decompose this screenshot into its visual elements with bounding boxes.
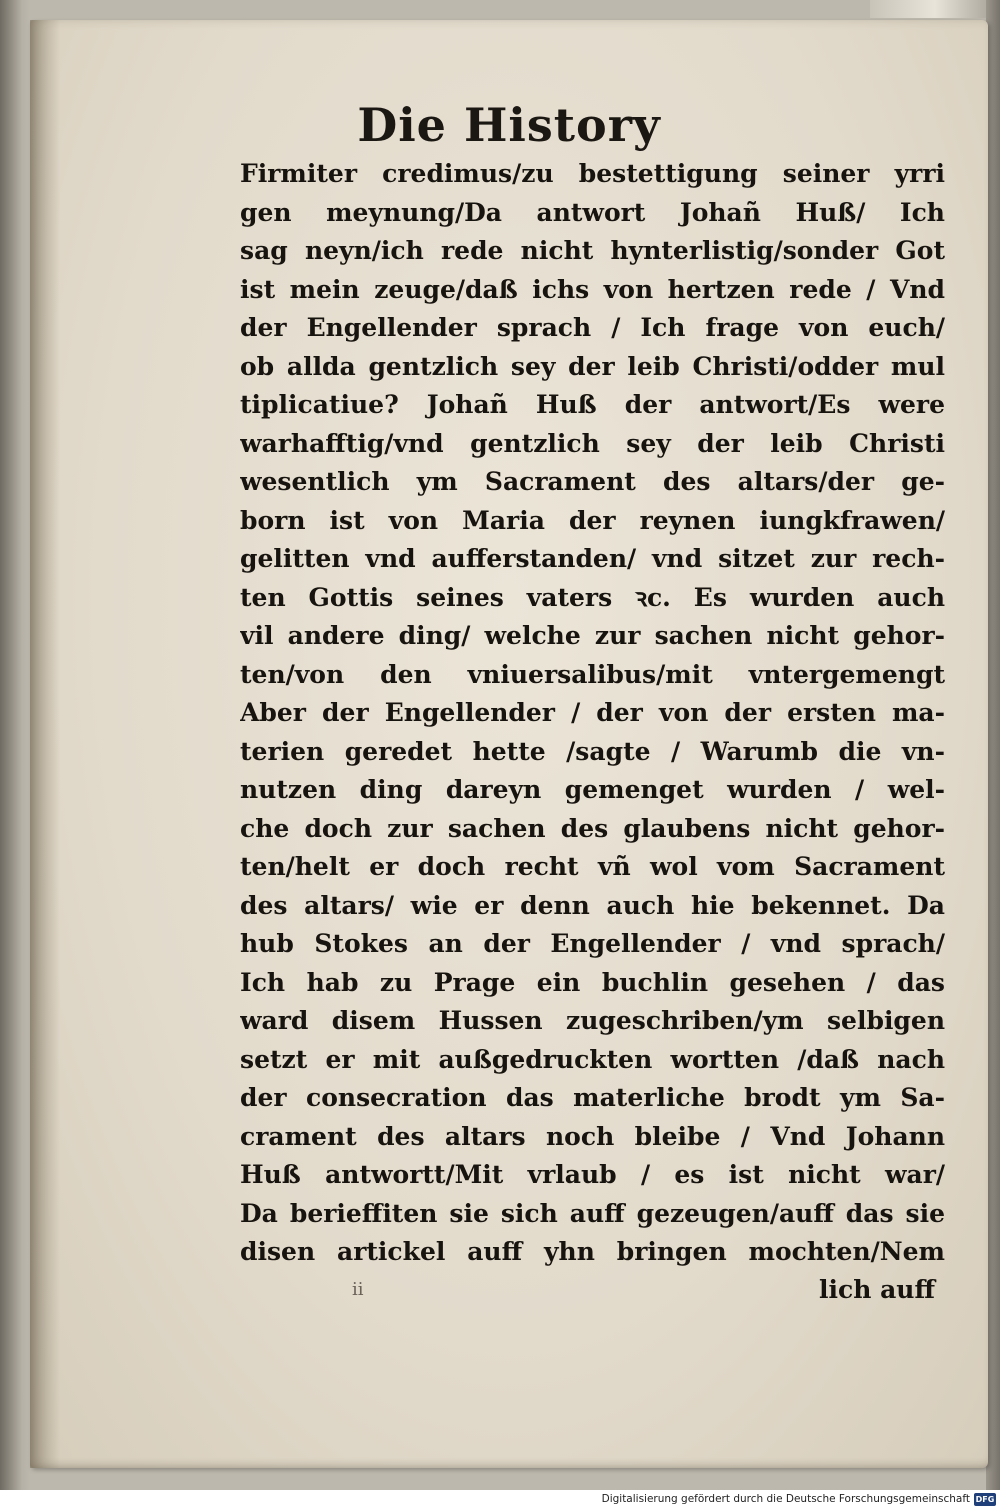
- text-line: warhafftig/vnd gentzlich sey der leib Christi: [240, 428, 945, 458]
- text-line: che doch zur sachen des glaubens nicht gehor-: [240, 813, 945, 843]
- dfg-logo: DFG: [975, 1495, 995, 1504]
- book-cover-edge: [986, 0, 1000, 1490]
- text-line: Huß antwortt/Mit vrlaub / es ist nicht war/: [240, 1160, 945, 1189]
- text-line: born ist von Maria der reynen iungkfrawen/: [240, 505, 945, 535]
- text-line: gen meynung/Da antwort Johañ Huß/ Ich: [240, 197, 945, 227]
- text-line: sag neyn/ich rede nicht hynterlistig/sonder Got: [240, 236, 945, 265]
- text-line: Firmiter credimus/zu bestettigung seiner yrri: [240, 159, 945, 188]
- text-line: terien geredet hette /sagte / Warumb die vn-: [240, 736, 945, 766]
- text-line: tiplicatiue? Johañ Huß der antwort/Es were: [240, 390, 945, 419]
- text-line: Aber der Engellender / der von der ersten ma-: [240, 698, 945, 727]
- text-line: hub Stokes an der Engellender / vnd sprach/: [240, 929, 945, 958]
- text-line: ward disem Hussen zugeschriben/ym selbigen: [240, 1006, 945, 1035]
- text-line: setzt er mit außgedruckten wortten /daß nach: [240, 1044, 945, 1074]
- page-gutter-shadow: [30, 20, 60, 1468]
- text-line: vil andere ding/ welche zur sachen nicht gehor-: [240, 621, 945, 650]
- text-line: disen artickel auff yhn bringen mochten/Nem: [240, 1237, 945, 1266]
- text-line: gelitten vnd aufferstanden/ vnd sitzet zur rech-: [240, 544, 945, 573]
- text-line: ten Gottis seines vaters ꝛc. Es wurden auch: [240, 582, 945, 612]
- text-line: Ich hab zu Prage ein buchlin gesehen / das: [240, 967, 945, 997]
- catchword: lich auff: [819, 1275, 935, 1304]
- text-line: der Engellender sprach / Ich frage von euch/: [240, 313, 945, 342]
- text-line: wesentlich ym Sacrament des altars/der ge-: [240, 467, 945, 496]
- text-line: Da berieffiten sie sich auff gezeugen/auff das sie: [240, 1198, 945, 1228]
- footer-credit: Digitalisierung gefördert durch die Deutsche Forschungsgemeinschaft: [601, 1493, 970, 1505]
- text-line: ist mein zeuge/daß ichs von hertzen rede / Vnd: [240, 274, 945, 304]
- digitization-footer: [0, 1490, 1000, 1511]
- text-line: crament des altars noch bleibe / Vnd Johann: [240, 1121, 945, 1151]
- body-text: [240, 155, 945, 1272]
- text-line: nutzen ding dareyn gemenget wurden / wel-: [240, 775, 945, 804]
- text-line: ten/von den vniuersalibus/mit vntergemengt: [240, 659, 945, 689]
- scan-top-edge: [870, 0, 1000, 18]
- page-foot-line: [240, 1275, 945, 1315]
- text-line: der consecration das materliche brodt ym Sa-: [240, 1083, 945, 1112]
- text-line: des altars/ wie er denn auch hie bekennet. Da: [240, 890, 945, 920]
- signature-mark: ii: [352, 1279, 364, 1300]
- running-head: Die History: [357, 98, 661, 152]
- text-line: ob allda gentzlich sey der leib Christi/odder mul: [240, 351, 945, 381]
- text-line: ten/helt er doch recht vñ wol vom Sacrament: [240, 852, 945, 881]
